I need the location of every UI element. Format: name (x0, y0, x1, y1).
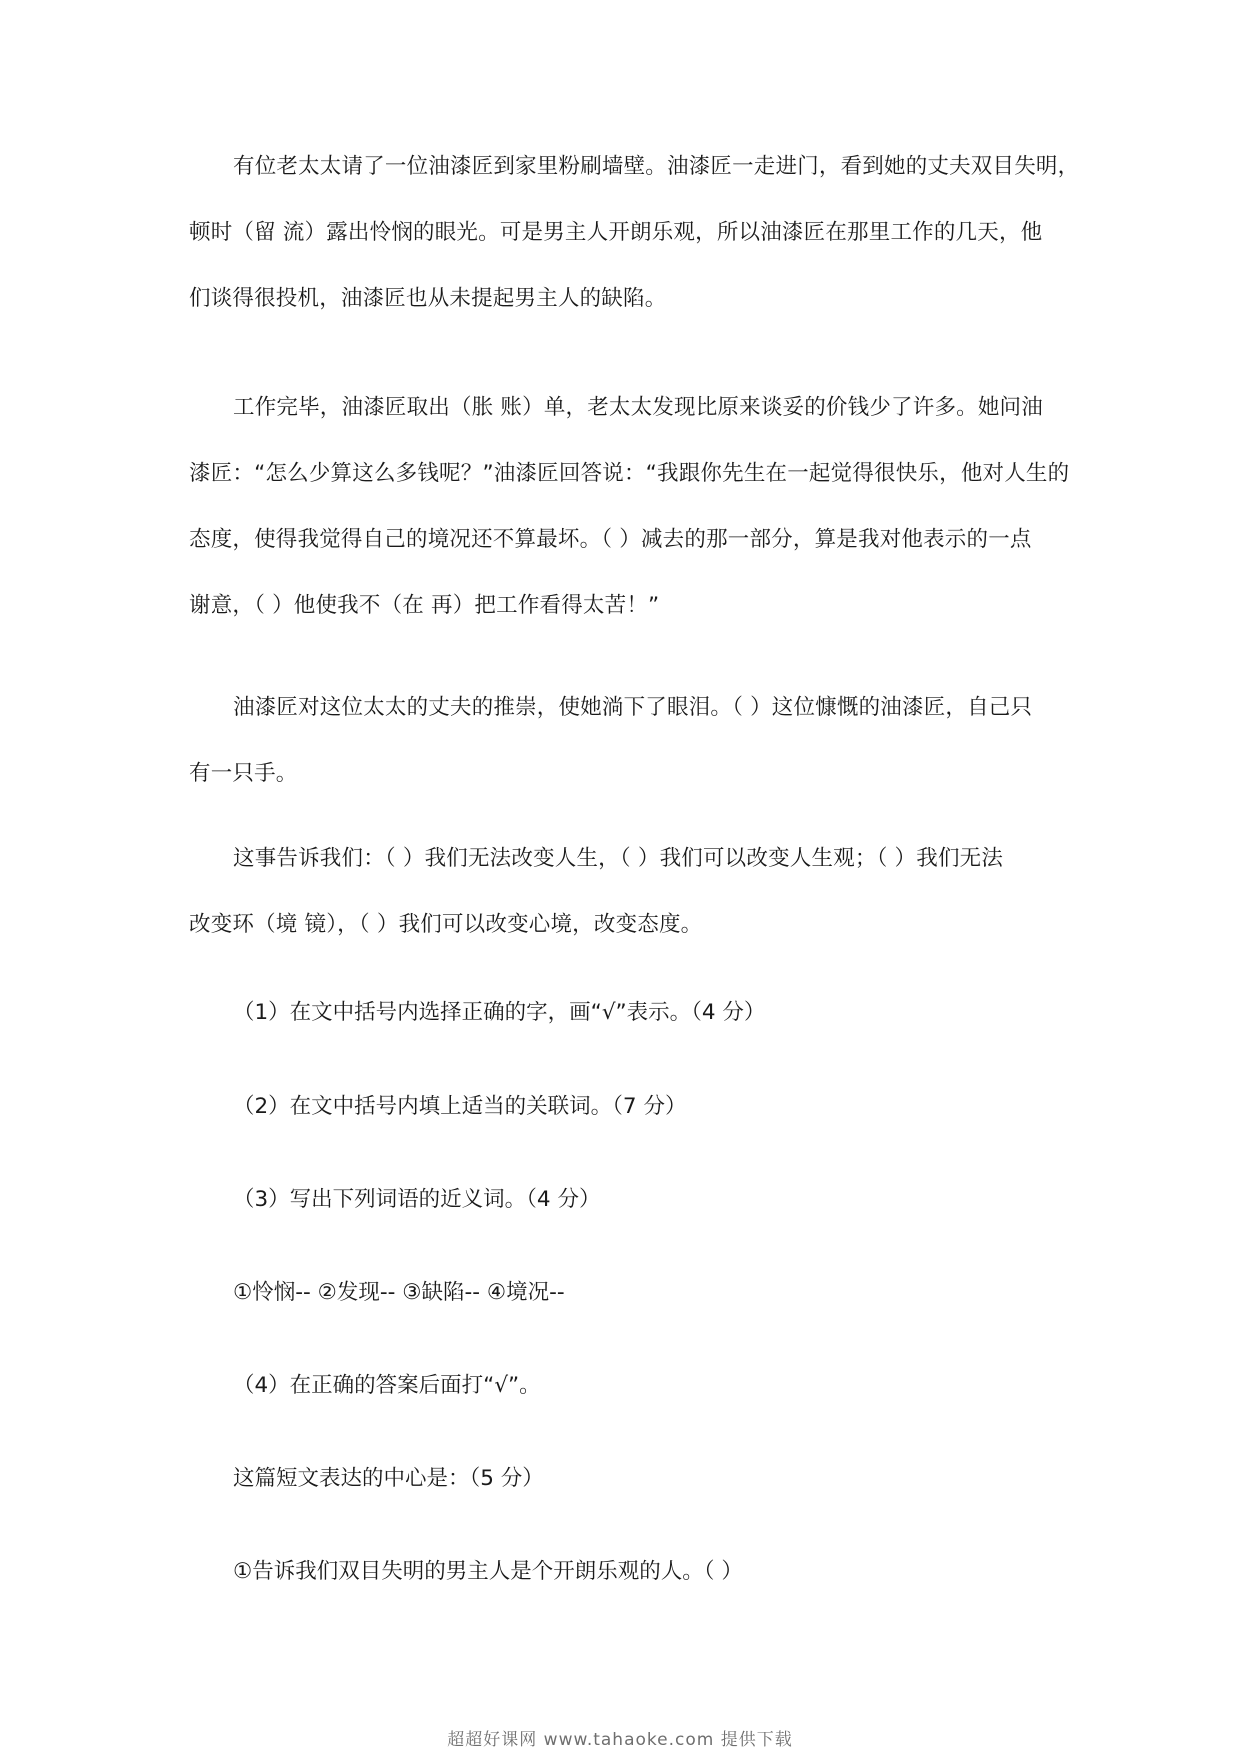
paragraph-4 (189, 826, 1059, 958)
paragraph-line: 有位老太太请了一位油漆匠到家里粉刷墙壁。油漆匠一走进门，看到她的丈夫双目失明， (233, 154, 1080, 179)
paragraph-line: 这事告诉我们：（ ）我们无法改变人生，（ ）我们可以改变人生观；（ ）我们无法 (233, 846, 1004, 871)
question-4-prompt: 这篇短文表达的中心是：（5 分） (233, 1466, 544, 1491)
paragraph-line: 有一只手。 (189, 761, 298, 786)
paragraph-1 (189, 134, 1080, 332)
paragraph-line: 改变环（境 镜），（ ）我们可以改变心境，改变态度。 (189, 912, 703, 937)
paragraph-line: 油漆匠对这位太太的丈夫的推崇，使她淌下了眼泪。（ ）这位慷慨的油漆匠，自己只 (233, 695, 1033, 720)
paragraph-line: 漆匠：“怎么少算这么多钱呢？”油漆匠回答说：“我跟你先生在一起觉得很快乐，他对人生的 (189, 461, 1070, 486)
question-3: （3）写出下列词语的近义词。（4 分） (233, 1187, 601, 1212)
question-2: （2）在文中括号内填上适当的关联词。（7 分） (233, 1094, 687, 1119)
paragraph-line: 工作完毕，油漆匠取出（胀 账）单，老太太发现比原来谈妥的价钱少了许多。她问油 (233, 395, 1043, 420)
paragraph-3 (189, 675, 1059, 807)
paragraph-line: 态度，使得我觉得自己的境况还不算最坏。（ ）减去的那一部分，算是我对他表示的一点 (189, 527, 1032, 552)
answer-option-1: ①告诉我们双目失明的男主人是个开朗乐观的人。（ ） (233, 1559, 743, 1584)
paragraph-2 (189, 375, 1070, 639)
question-4: （4）在正确的答案后面打“√”。 (233, 1373, 541, 1398)
question-1: （1）在文中括号内选择正确的字，画“√”表示。（4 分） (233, 1000, 766, 1025)
footer-watermark: 超超好课网 www.tahaoke.com 提供下载 (447, 1730, 793, 1750)
paragraph-line: 谢意，（ ）他使我不（在 再）把工作看得太苦！” (189, 593, 660, 618)
synonym-list: ①怜悯-- ②发现-- ③缺陷-- ④境况-- (233, 1280, 565, 1305)
paragraph-line: 们谈得很投机，油漆匠也从未提起男主人的缺陷。 (189, 286, 667, 311)
paragraph-line: 顿时（留 流）露出怜悯的眼光。可是男主人开朗乐观，所以油漆匠在那里工作的几天，他 (189, 220, 1043, 245)
